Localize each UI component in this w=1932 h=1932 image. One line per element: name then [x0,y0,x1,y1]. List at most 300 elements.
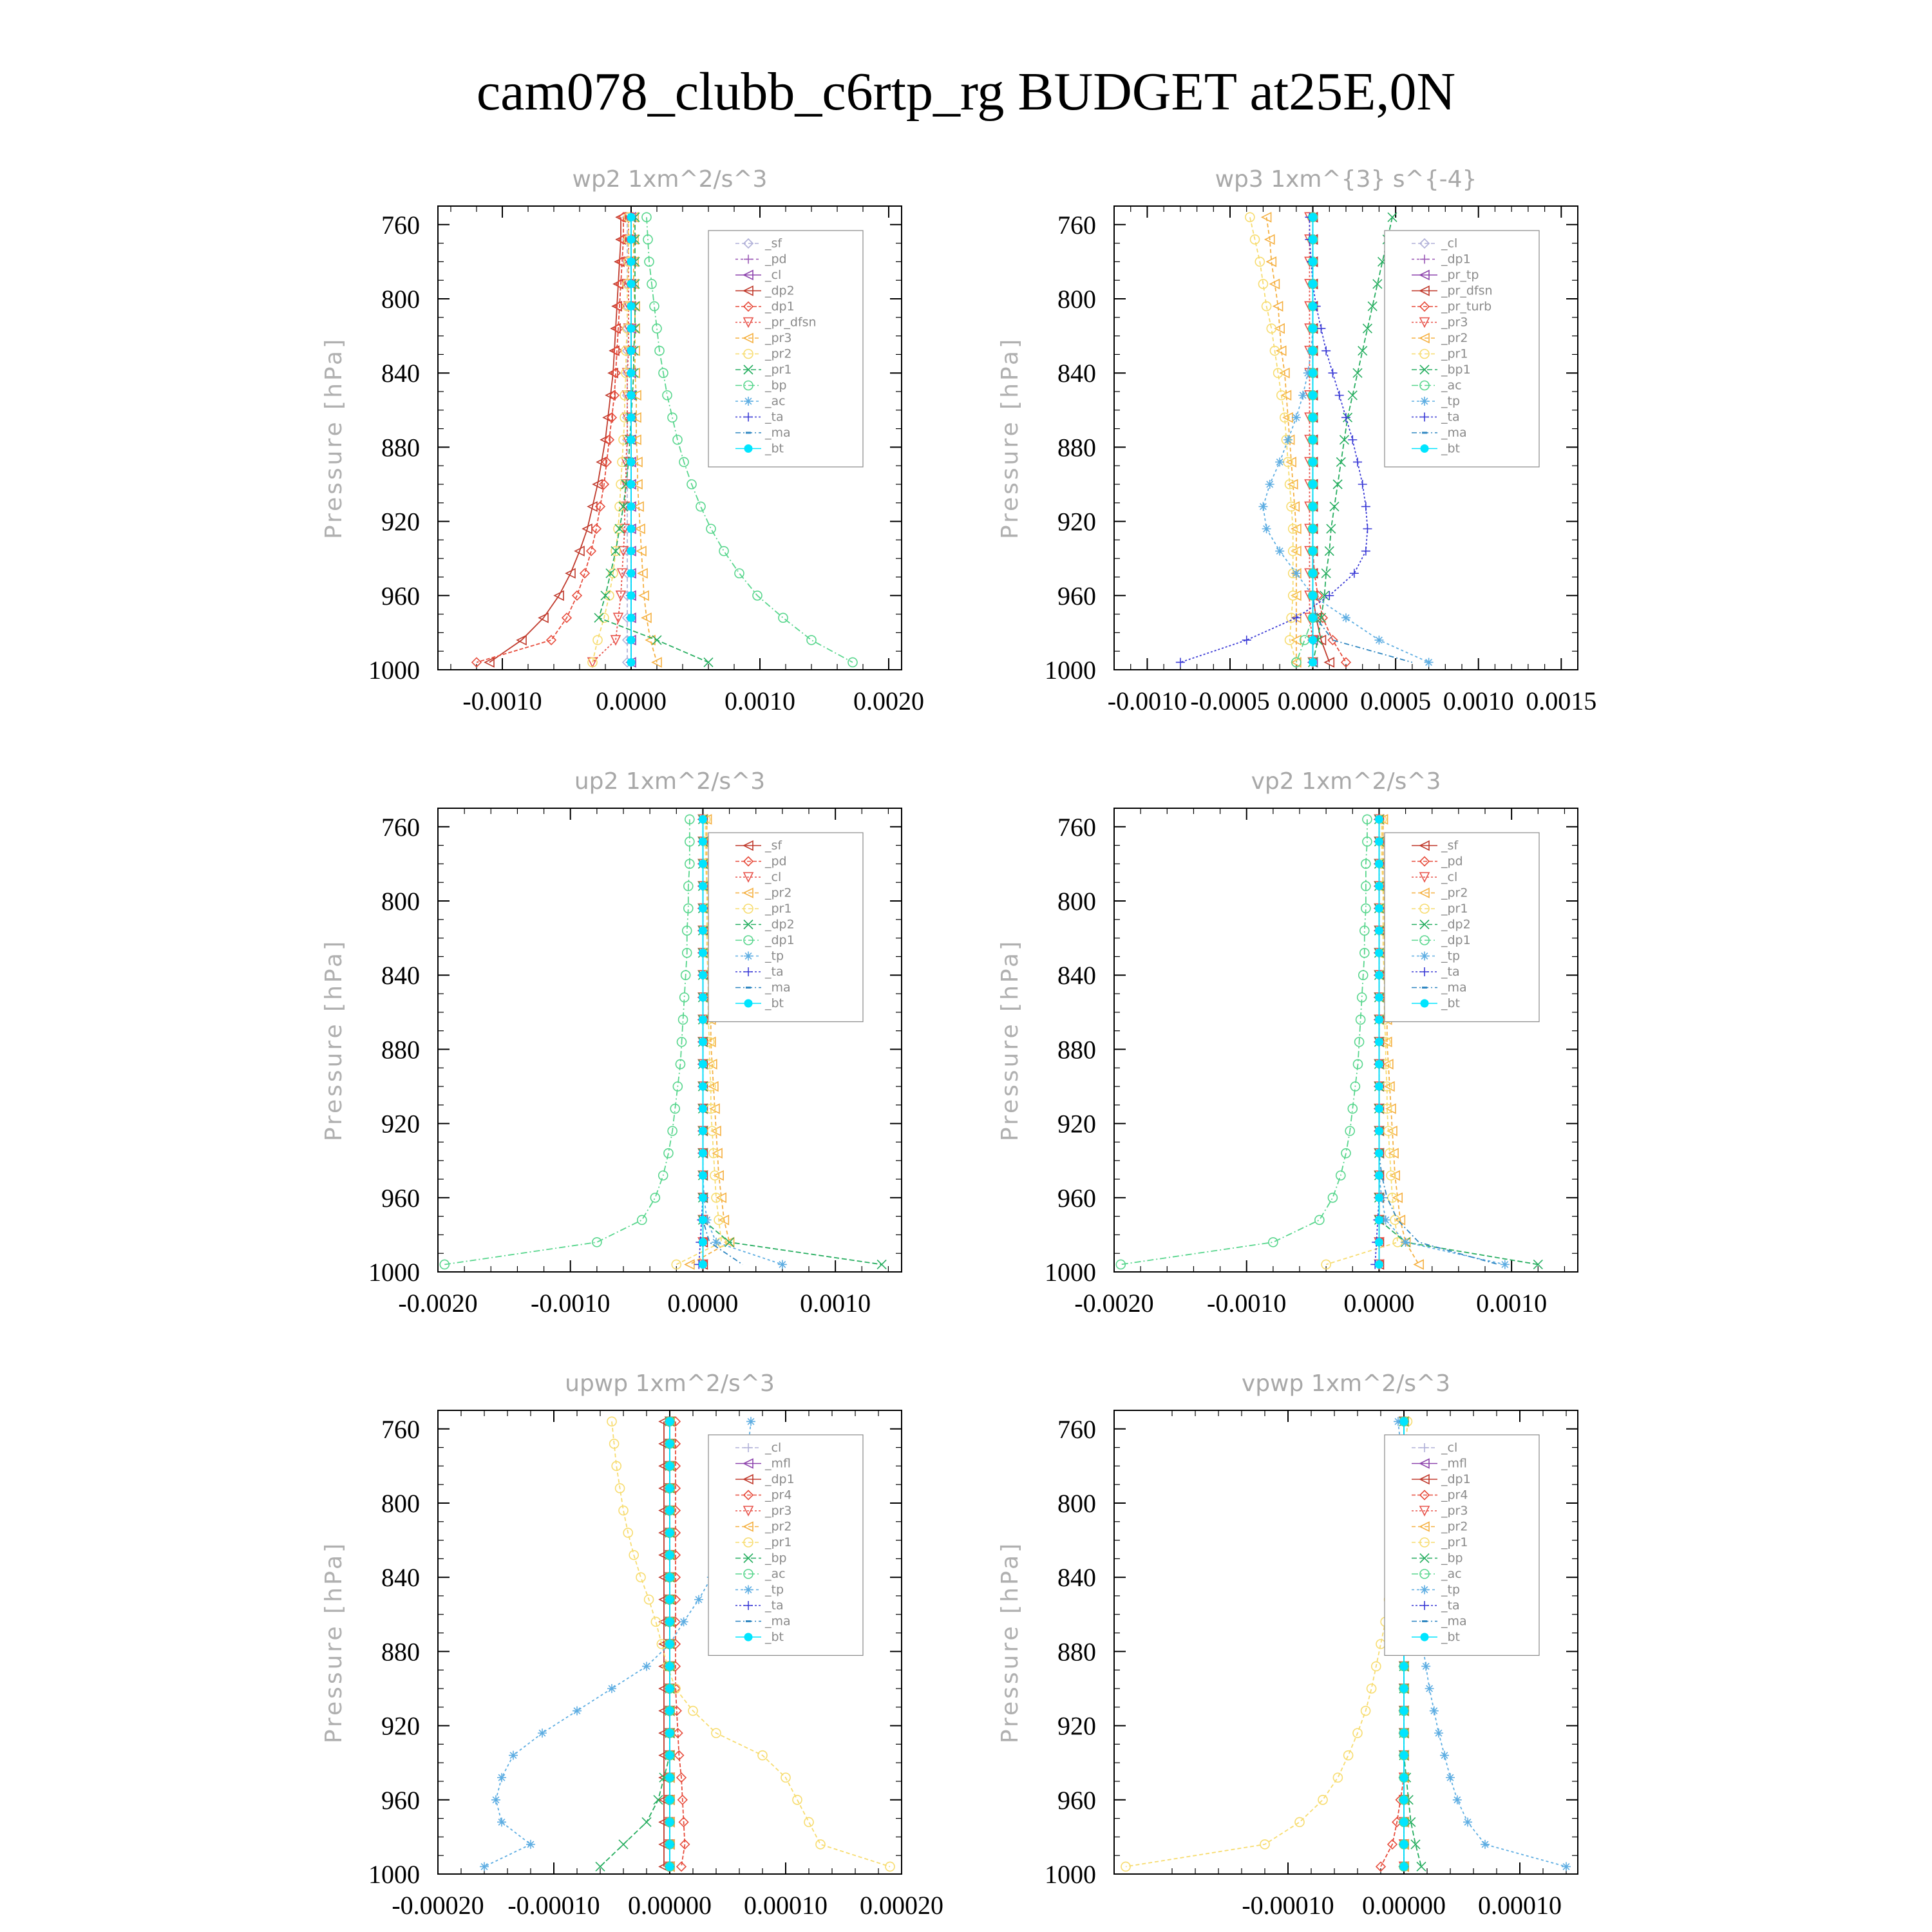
series-marker-bt [627,658,635,666]
y-tick-label: 840 [1057,961,1096,990]
y-tick-label: 760 [381,210,420,240]
series-marker-bt [1309,213,1317,221]
legend-label: _tp [1441,1582,1461,1597]
y-tick-label: 800 [1057,1489,1096,1518]
series-marker-bt [666,1729,674,1737]
series-marker-bt [699,1060,706,1068]
legend-label: _pr2 [765,1519,792,1534]
y-tick-label: 920 [1057,507,1096,536]
legend-label: _ta [1441,410,1460,424]
series-marker-bt [1400,1685,1408,1692]
series-marker-tp [1275,457,1284,466]
series-marker-bt [1375,1260,1383,1268]
x-tick-label: 0.00010 [744,1891,828,1920]
series-marker-bt [627,392,635,399]
legend-label: _bt [1441,996,1461,1010]
y-tick-label: 960 [1057,1183,1096,1213]
series-marker-bt [666,1640,674,1648]
legend-marker [1421,1633,1428,1641]
series-marker-tp [509,1751,518,1760]
y-axis-label: Pressure [hPa] [997,336,1023,540]
legend-label: _ta [1441,965,1460,979]
x-tick-label: 0.0000 [596,687,667,715]
legend-label: _ac [1441,1567,1462,1581]
legend-label: _ta [765,1598,784,1613]
series-marker-bt [666,1529,674,1537]
series-marker-bt [1375,1238,1383,1246]
series-marker-bt [627,280,635,288]
series-marker-tp [1258,502,1267,511]
legend-label: _cl [1441,870,1458,884]
series-marker-bt [1309,280,1317,288]
series-marker-bt [699,1238,706,1246]
legend-label: _dp2 [1441,917,1471,932]
legend-label: _cl [765,1441,782,1455]
series-marker-bt [666,1573,674,1581]
series-marker-bt [1309,413,1317,421]
legend-label: _tp [1441,394,1461,408]
x-tick-label: -0.0005 [1190,687,1270,715]
y-tick-label: 840 [381,1563,420,1593]
legend-label: _pr1 [765,1535,792,1549]
series-marker-bt [1400,1774,1408,1781]
series-marker-tp [1440,1751,1449,1760]
series-marker-bt [1375,949,1383,957]
series-marker-bt [1309,347,1317,355]
series-marker-bt [699,971,706,979]
legend-label: _tp [1441,949,1461,963]
series-marker-bt [699,860,706,867]
legend-label: _sf [765,236,782,251]
x-tick-label: 0.0020 [853,687,924,715]
y-tick-label: 880 [1057,1637,1096,1667]
series-marker-bt [1375,927,1383,934]
series-marker-tp [746,1417,755,1426]
panel-title: vp2 1xm^2/s^3 [1251,768,1441,795]
legend-label: _pr3 [1441,315,1468,330]
legend-label: _ta [765,410,784,424]
series-marker-bt [1400,1417,1408,1425]
series-marker-bt [666,1662,674,1670]
x-tick-label: 0.0000 [1277,687,1349,715]
legend-label: _bp1 [1441,363,1471,377]
legend-label: _ta [765,965,784,979]
series-marker-bt [1309,658,1317,666]
x-tick-label: -0.0010 [531,1289,611,1318]
x-tick-label: 0.0010 [724,687,795,715]
series-marker-tp [1562,1862,1571,1871]
series-marker-bt [1375,1105,1383,1113]
series-marker-bt [1400,1818,1408,1826]
series-marker-bt [627,569,635,577]
series-marker-bt [699,1127,706,1135]
series-marker-bt [627,525,635,533]
series-marker-bt [1375,1171,1383,1179]
legend [708,1435,863,1656]
legend-label: _ma [765,1614,791,1629]
panel-title: upwp 1xm^2/s^3 [565,1370,775,1397]
legend-label: _ac [1441,378,1462,393]
x-tick-label: 0.00000 [1362,1891,1446,1920]
legend-label: _bp [765,378,787,393]
series-marker-bt [1400,1752,1408,1759]
series-marker-bt [666,1596,674,1604]
legend-label: _ac [765,394,786,408]
series-marker-bt [1309,614,1317,621]
y-tick-label: 760 [1057,812,1096,842]
series-marker-bt [627,636,635,644]
series-marker-bt [666,1796,674,1804]
legend-marker [744,1586,753,1595]
series-marker-tp [491,1795,500,1804]
legend-label: _ma [1441,1614,1467,1629]
y-tick-label: 880 [381,1035,420,1065]
series-marker-tp [526,1840,535,1849]
legend-label: _mfl [1441,1456,1467,1471]
series-marker-tp [1262,524,1271,533]
series-marker-bt [1309,369,1317,377]
legend-marker [1420,397,1429,406]
legend-label: _dp1 [1441,252,1471,267]
legend-label: _dp1 [765,933,795,947]
legend-label: _bt [1441,441,1461,456]
series-marker-bt [699,1150,706,1157]
y-tick-label: 880 [1057,1035,1096,1065]
legend-label: _cl [765,870,782,884]
legend-label: _pd [765,252,787,267]
series-marker-tp [679,1617,688,1626]
legend [1385,833,1539,1022]
series-marker-bt [1309,525,1317,533]
x-tick-label: -0.00010 [507,1891,600,1920]
legend-label: _dp1 [765,1472,795,1486]
x-tick-label: -0.0010 [1107,687,1188,715]
series-marker-bt [1400,1841,1408,1848]
series-marker-tp [497,1817,506,1826]
series-marker-bt [699,815,706,823]
y-tick-label: 840 [1057,1563,1096,1593]
series-marker-bt [1400,1707,1408,1715]
legend-label: _dp2 [765,917,795,932]
series-marker-bt [1375,815,1383,823]
series-marker-tp [573,1707,582,1716]
series-marker-bt [666,1618,674,1625]
panel-title: wp3 1xm^{3} s^{-4} [1215,166,1477,193]
series-marker-bt [627,413,635,421]
series-marker-bt [1375,1016,1383,1023]
legend-label: _pr2 [1441,1519,1468,1534]
legend-label: _bp [1441,1551,1463,1566]
legend-marker [744,397,753,406]
legend-label: _dp1 [1441,1472,1471,1486]
legend [1385,1435,1539,1656]
legend-label: _ac [765,1567,786,1581]
series-marker-tp [1425,1684,1434,1693]
y-axis-label: Pressure [hPa] [997,938,1023,1142]
series-marker-bt [666,1774,674,1781]
legend-label: _bt [1441,1630,1461,1644]
legend [1385,231,1539,467]
series-marker-tp [607,1684,616,1693]
legend-label: _pr_tp [1441,268,1479,282]
series-marker-tp [1501,1260,1510,1269]
series-marker-tp [1283,435,1293,444]
y-tick-label: 960 [1057,1785,1096,1815]
series-marker-bt [1400,1862,1408,1870]
legend-marker [744,445,752,453]
y-axis-label: Pressure [hPa] [321,336,347,540]
panel-title: wp2 1xm^2/s^3 [572,166,768,193]
series-marker-bt [1375,1127,1383,1135]
series-marker-bt [627,436,635,444]
series-marker-bt [666,1841,674,1848]
series-marker-tp [1453,1795,1462,1804]
series-marker-bt [666,1440,674,1448]
series-marker-bt [627,480,635,488]
series-marker-tp [480,1862,489,1871]
series-marker-bt [1375,1060,1383,1068]
legend-label: _pr3 [765,1504,792,1518]
series-marker-bt [699,1016,706,1023]
x-tick-label: 0.0005 [1360,687,1432,715]
y-tick-label: 1000 [1045,656,1096,685]
series-marker-bt [666,1484,674,1492]
series-marker-bt [699,882,706,890]
x-tick-label: 0.00020 [860,1891,943,1920]
y-tick-label: 840 [381,961,420,990]
series-marker-bt [666,1752,674,1759]
series-marker-tp [497,1773,506,1782]
x-tick-label: 0.0000 [1343,1289,1415,1318]
series-marker-bt [1309,303,1317,310]
y-tick-label: 880 [1057,433,1096,462]
legend-label: _pr_turb [1441,299,1492,314]
y-tick-label: 760 [381,1414,420,1444]
series-marker-tp [694,1595,703,1604]
series-marker-bt [1375,1083,1383,1090]
series-marker-bt [627,547,635,555]
legend-label: _ma [765,426,791,440]
legend-label: _sf [1441,838,1459,853]
y-axis-label: Pressure [hPa] [321,1540,347,1744]
series-marker-bt [627,258,635,265]
series-marker-bt [1309,436,1317,444]
y-tick-label: 920 [381,507,420,536]
y-tick-label: 760 [381,812,420,842]
y-tick-label: 960 [381,1183,420,1213]
x-tick-label: -0.0020 [1074,1289,1154,1318]
y-tick-label: 880 [381,433,420,462]
series-marker-bt [1309,480,1317,488]
legend-label: _pr1 [1441,1535,1468,1549]
y-tick-label: 800 [381,887,420,916]
x-tick-label: 0.0015 [1526,687,1597,715]
series-marker-tp [1421,1662,1430,1671]
legend-label: _pr1 [765,363,792,377]
y-tick-label: 960 [381,1785,420,1815]
figure-title: cam078_clubb_c6rtp_rg BUDGET at25E,0N [476,62,1456,122]
series-marker-bt [627,303,635,310]
legend-marker [744,999,752,1007]
legend-label: _pr2 [765,346,792,361]
series-marker-bt [699,927,706,934]
series-marker-bt [699,1216,706,1224]
series-marker-bt [666,1507,674,1515]
series-marker-tp [1434,1728,1443,1738]
legend-label: _pd [765,854,787,869]
x-tick-label: -0.0010 [1207,1289,1287,1318]
legend-label: _pr4 [1441,1488,1468,1502]
legend-label: _cl [1441,1441,1458,1455]
y-tick-label: 960 [1057,581,1096,611]
legend-label: _tp [765,1582,784,1597]
legend-label: _pr4 [765,1488,792,1502]
panel-title: vpwp 1xm^2/s^3 [1241,1370,1451,1397]
series-marker-bt [666,1417,674,1425]
series-marker-bt [666,1707,674,1715]
legend-label: _bt [765,996,784,1010]
y-axis-label: Pressure [hPa] [321,938,347,1142]
y-tick-label: 840 [1057,359,1096,388]
series-marker-bt [1375,860,1383,867]
legend-label: _ta [1441,1598,1460,1613]
legend-label: _sf [765,838,782,853]
series-marker-bt [666,1462,674,1470]
legend-label: _pr1 [765,902,792,916]
series-marker-bt [1400,1662,1408,1670]
series-marker-bt [666,1551,674,1559]
legend-label: _pr_dfsn [1441,283,1493,298]
series-marker-bt [627,236,635,243]
series-marker-bt [1309,258,1317,265]
series-marker-bt [1309,569,1317,577]
series-marker-tp [1463,1817,1472,1826]
series-marker-bt [1309,503,1317,511]
series-marker-tp [778,1260,787,1269]
series-marker-bt [1375,994,1383,1001]
series-marker-bt [1375,882,1383,890]
x-tick-label: 0.0010 [800,1289,871,1318]
legend-label: _pr2 [1441,331,1468,345]
series-marker-tp [1430,1707,1439,1716]
series-marker-bt [1400,1796,1408,1804]
series-marker-bt [699,1083,706,1090]
y-tick-label: 880 [381,1637,420,1667]
y-tick-label: 800 [381,1489,420,1518]
series-marker-tp [538,1728,547,1738]
legend-label: _pr_dfsn [765,315,817,330]
y-tick-label: 920 [381,1109,420,1139]
panel-title: up2 1xm^2/s^3 [574,768,766,795]
y-tick-label: 920 [381,1711,420,1741]
x-tick-label: 0.0010 [1476,1289,1548,1318]
y-tick-label: 800 [1057,285,1096,314]
series-marker-bt [699,838,706,846]
series-marker-bt [1309,236,1317,243]
y-tick-label: 960 [381,581,420,611]
series-marker-bt [1400,1729,1408,1737]
x-tick-label: -0.0020 [398,1289,478,1318]
legend-label: _ma [765,980,791,995]
series-marker-bt [1309,547,1317,555]
legend-label: _pr3 [765,331,792,345]
y-tick-label: 1000 [368,1258,420,1287]
legend-marker [744,952,753,961]
x-tick-label: -0.00010 [1242,1891,1334,1920]
y-tick-label: 1000 [368,656,420,685]
series-marker-bt [666,1685,674,1692]
legend-label: _mfl [765,1456,791,1471]
series-marker-bt [627,369,635,377]
y-axis-label: Pressure [hPa] [997,1540,1023,1744]
x-tick-label: -0.0010 [462,687,542,715]
series-marker-bt [1375,1194,1383,1202]
series-marker-bt [699,905,706,913]
legend-marker [1420,952,1429,961]
legend-marker [1420,1586,1429,1595]
y-tick-label: 920 [1057,1711,1096,1741]
legend-marker [1421,999,1428,1007]
y-tick-label: 1000 [1045,1258,1096,1287]
x-tick-label: 0.00000 [628,1891,712,1920]
legend-label: _pr1 [1441,902,1468,916]
x-tick-label: 0.0010 [1443,687,1514,715]
legend-label: _bp [765,1551,787,1566]
series-marker-bt [627,592,635,600]
legend-label: _pd [1441,854,1463,869]
legend-label: _bt [765,1630,784,1644]
legend-label: _dp2 [765,283,795,298]
series-marker-bt [1375,905,1383,913]
series-marker-bt [1309,392,1317,399]
series-marker-bt [1309,636,1317,644]
series-marker-bt [1375,1150,1383,1157]
legend-label: _dp1 [1441,933,1471,947]
legend-marker [744,1633,752,1641]
y-tick-label: 800 [381,285,420,314]
legend-label: _dp1 [765,299,795,314]
y-tick-label: 920 [1057,1109,1096,1139]
series-marker-bt [699,1194,706,1202]
y-tick-label: 840 [381,359,420,388]
series-marker-bt [666,1818,674,1826]
series-marker-tp [1446,1773,1455,1782]
series-marker-bt [1375,838,1383,846]
legend-label: _pr3 [1441,1504,1468,1518]
y-tick-label: 760 [1057,210,1096,240]
series-marker-bt [627,347,635,355]
series-marker-bt [699,994,706,1001]
legend-label: _ma [1441,980,1467,995]
legend-label: _pr2 [765,886,792,900]
legend-label: _ma [1441,426,1467,440]
legend-label: _pr1 [1441,346,1468,361]
series-marker-bt [627,213,635,221]
series-marker-bt [666,1862,674,1870]
x-tick-label: 0.00010 [1478,1891,1562,1920]
series-marker-bt [699,949,706,957]
series-marker-bt [1375,1216,1383,1224]
x-tick-label: -0.00020 [392,1891,484,1920]
series-marker-bt [1375,971,1383,979]
series-marker-bt [627,614,635,621]
y-tick-label: 760 [1057,1414,1096,1444]
y-tick-label: 1000 [1045,1860,1096,1889]
x-tick-label: 0.0000 [667,1289,739,1318]
series-marker-bt [627,325,635,332]
legend-label: _bt [765,441,784,456]
legend [708,231,863,467]
